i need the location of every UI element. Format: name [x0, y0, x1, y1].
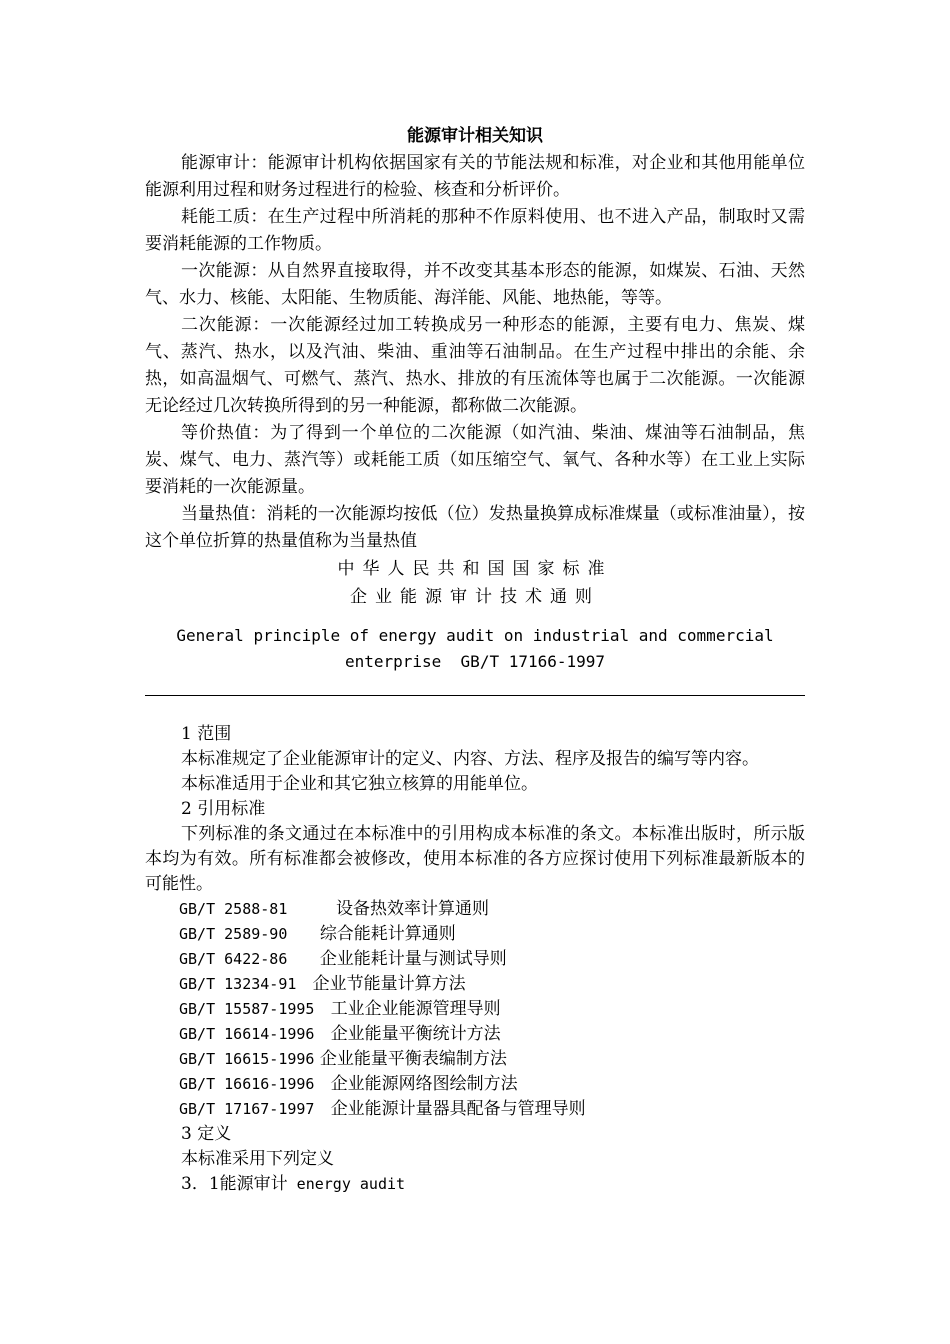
- reference-item: GB/T 6422-86 企业能耗计量与测试导则: [179, 949, 507, 969]
- standard-header: 中华人民共和国国家标准: [337, 559, 613, 579]
- definition-secondary-energy: 二次能源：一次能源经过加工转换成另一种形态的能源，主要有电力、焦炭、煤气、蒸汽、热水，以及汽油、柴油、重油等石油制品。在生产过程中排出的余能、余热，如高温烟气、可燃气、蒸汽、热水、排放的有压流体等也属于二次能源。一次能源无论经过几次转换所得到的另一种能源，都称做二次能源。: [145, 315, 805, 416]
- definition-energy-audit: 能源审计：能源审计机构依据国家有关的节能法规和标准，对企业和其他用能单位能源利用过程和财务过程进行的检验、核查和分析评价。: [145, 153, 805, 200]
- reference-item: GB/T 17167-1997 企业能源计量器具配备与管理导则: [179, 1099, 586, 1119]
- section2-heading: 2 引用标准: [181, 799, 266, 819]
- reference-item: GB/T 13234-91 企业节能量计算方法: [179, 974, 466, 994]
- reference-item: GB/T 15587-1995 工业企业能源管理导则: [179, 999, 501, 1019]
- reference-item: GB/T 16615-1996 企业能量平衡表编制方法: [179, 1049, 507, 1069]
- definition-calorific-value: 当量热值：消耗的一次能源均按低（位）发热量换算成标准煤量（或标准油量），按这个单位折算的热量值称为当量热值: [145, 504, 805, 551]
- definition-primary-energy: 一次能源：从自然界直接取得，并不改变其基本形态的能源，如煤炭、石油、天然气、水力、核能、太阳能、生物质能、海洋能、风能、地热能，等等。: [145, 261, 805, 308]
- definition-energy-medium: 耗能工质：在生产过程中所消耗的那种不作原料使用、也不进入产品，制取时又需要消耗能源的工作物质。: [145, 207, 805, 254]
- section3-heading: 3 定义: [181, 1124, 232, 1144]
- reference-item: GB/T 2588-81 设备热效率计算通则: [179, 899, 490, 919]
- english-title-line2: enterprise GB/T 17166-1997: [344, 652, 606, 671]
- standard-title: 企业能源审计技术通则: [350, 587, 600, 607]
- definition-equivalent-value: 等价热值：为了得到一个单位的二次能源（如汽油、柴油、煤油等石油制品，焦炭、煤气、电力、蒸汽等）或耗能工质（如压缩空气、氧气、各种水等）在工业上实际要消耗的一次能源量。: [145, 423, 805, 497]
- english-title: [145, 623, 805, 675]
- section3-paragraph-1: 本标准采用下列定义: [181, 1149, 334, 1169]
- horizontal-divider: [145, 695, 805, 696]
- section1-paragraph-1: 本标准规定了企业能源审计的定义、内容、方法、程序及报告的编写等内容。: [181, 749, 759, 769]
- reference-item: GB/T 2589-90 综合能耗计算通则: [179, 924, 456, 944]
- document-page: [145, 122, 805, 1197]
- section3-1-heading: 3．1能源审计 energy audit: [181, 1174, 406, 1194]
- reference-list: [145, 897, 805, 1122]
- reference-item: GB/T 16614-1996 企业能量平衡统计方法: [179, 1024, 501, 1044]
- section1-heading: 1 范围: [181, 724, 232, 744]
- english-title-line1: General principle of energy audit on industrial and commercial: [176, 626, 774, 645]
- document-title: 能源审计相关知识: [407, 126, 543, 146]
- section2-paragraph-1: 下列标准的条文通过在本标准中的引用构成本标准的条文。本标准出版时，所示版本均为有效。所有标准都会被修改，使用本标准的各方应探讨使用下列标准最新版本的可能性。: [145, 824, 805, 894]
- section1-paragraph-2: 本标准适用于企业和其它独立核算的用能单位。: [181, 774, 538, 794]
- reference-item: GB/T 16616-1996 企业能源网络图绘制方法: [179, 1074, 518, 1094]
